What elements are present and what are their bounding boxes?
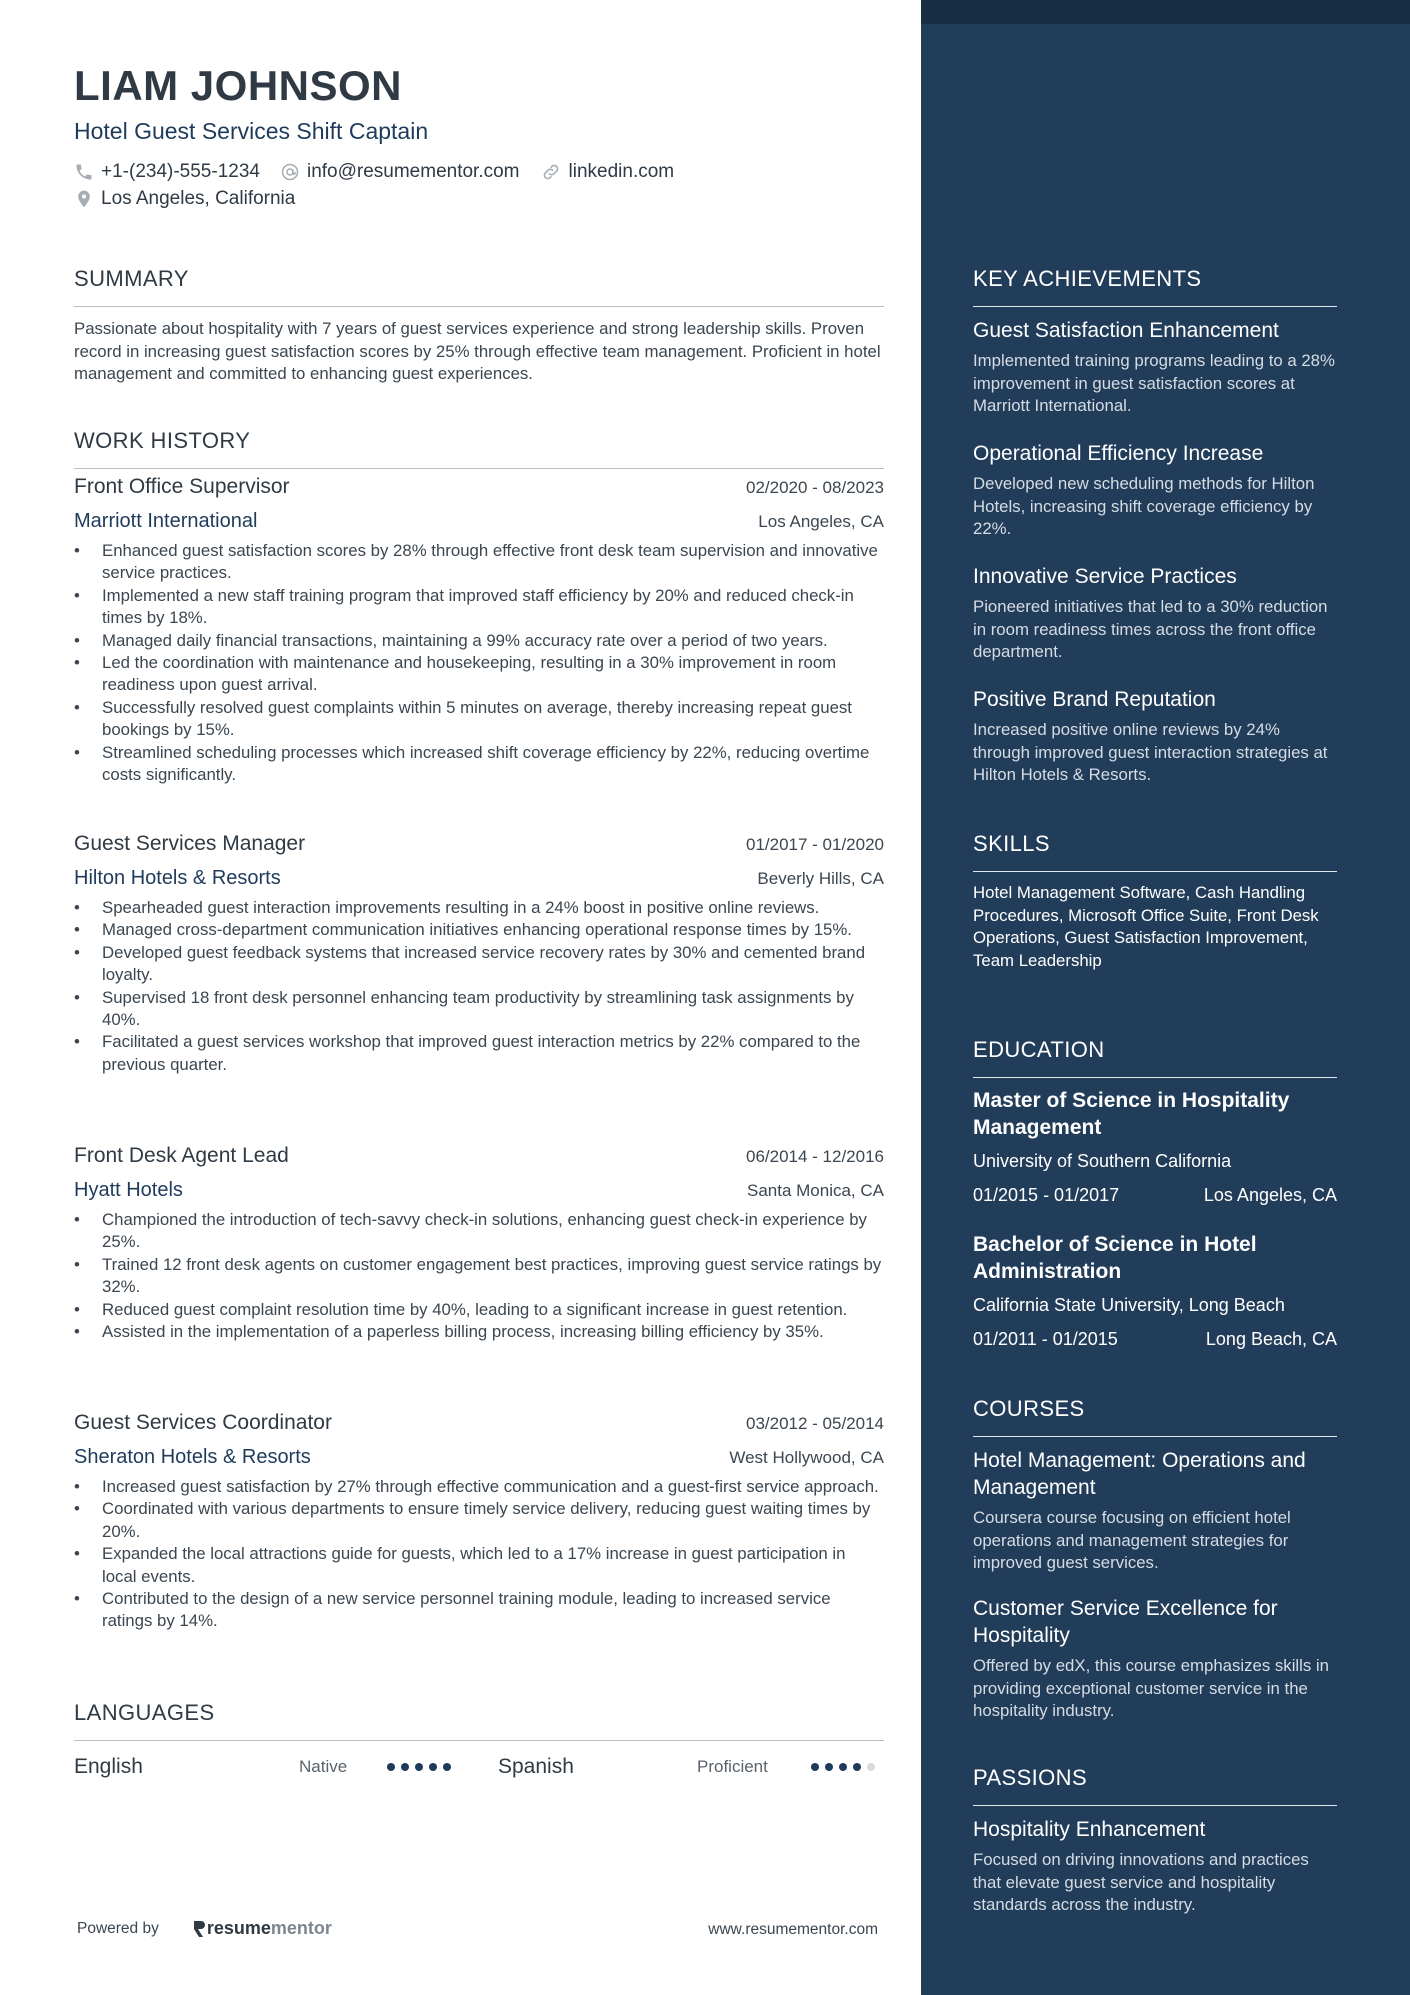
rating-dot-filled (839, 1763, 847, 1771)
course-title: Customer Service Excellence for Hospitality (973, 1597, 1278, 1647)
course-title: Hotel Management: Operations and Management (973, 1449, 1306, 1499)
job-bullets (74, 897, 884, 1076)
candidate-name: LIAM JOHNSON (74, 62, 403, 109)
bullet-item: • Spearheaded guest interaction improvements resulting in a 24% boost in positive online reviews. (74, 897, 884, 919)
bullet-item: • Assisted in the implementation of a paperless billing process, increasing billing efficiency by 35%. (74, 1321, 884, 1343)
job-company: Marriott International (74, 510, 258, 532)
language-level: Proficient (697, 1757, 768, 1776)
achievement-title: Innovative Service Practices (973, 565, 1237, 588)
job-role: Guest Services Manager (74, 832, 306, 855)
bullet-item: • Led the coordination with maintenance and housekeeping, resulting in a 30% improvement in room readiness upon guest arrival. (74, 652, 884, 697)
job-entry (74, 475, 884, 786)
rating-dot-empty (867, 1763, 875, 1771)
phone-text: +1-(234)-555-1234 (101, 161, 260, 182)
summary-text: Passionate about hospitality with 7 years of guest services experience and strong leadership skills. Proven record in increasing guest satisfaction scores by 25% through effective team management. Proficient in hotel management and committed to enhancing guest experiences. (74, 319, 881, 383)
rating-dot-filled (825, 1763, 833, 1771)
powered-by-text: Powered by (77, 1919, 159, 1937)
job-role: Front Office Supervisor (74, 475, 290, 498)
course-item (973, 1447, 1337, 1575)
bullet-item: • Implemented a new staff training program that improved staff efficiency by 20% and reduced check-in times by 18%. (74, 585, 884, 630)
contact-row-1 (74, 161, 694, 183)
rating-dot-filled (811, 1763, 819, 1771)
bullet-item: • Enhanced guest satisfaction scores by 28% through effective front desk team supervision and innovative service practices. (74, 540, 884, 585)
bullet-item: • Developed guest feedback systems that increased service recovery rates by 30% and cemented brand loyalty. (74, 942, 884, 987)
location-text: Los Angeles, California (101, 188, 296, 209)
resumementor-logo-icon (191, 1919, 207, 1939)
contact-linkedin[interactable] (540, 161, 675, 183)
contact-phone (74, 161, 260, 183)
work-history-heading: WORK HISTORY (74, 428, 884, 469)
job-role: Front Desk Agent Lead (74, 1144, 289, 1167)
language-level-wrap (697, 1752, 768, 1782)
job-entry (74, 1144, 884, 1343)
course-text: Offered by edX, this course emphasizes skills in providing exceptional customer service in the hospitality industry. (973, 1656, 1329, 1720)
footer-powered (77, 1918, 332, 1939)
bullet-item: • Championed the introduction of tech-savvy check-in solutions, enhancing guest check-in experience by 25%. (74, 1209, 884, 1254)
achievements-heading: KEY ACHIEVEMENTS (973, 266, 1337, 307)
phone-icon (74, 162, 94, 182)
passions-heading: PASSIONS (973, 1765, 1337, 1806)
education-item (973, 1231, 1337, 1350)
location-pin-icon (74, 188, 94, 210)
language-item (74, 1752, 143, 1782)
rating-dot-filled (443, 1763, 451, 1771)
education-school: University of Southern California (973, 1151, 1232, 1171)
achievement-text: Increased positive online reviews by 24% through improved guest interaction strategies at Hilton Hotels & Resorts. (973, 720, 1328, 784)
education-dates: 01/2015 - 01/2017 (973, 1185, 1120, 1205)
skills-heading: SKILLS (973, 831, 1337, 872)
education-degree: Master of Science in Hospitality Management (973, 1089, 1290, 1139)
job-dates: 01/2017 - 01/2020 (745, 835, 884, 854)
job-bullets (74, 1209, 884, 1343)
job-location: West Hollywood, CA (729, 1448, 884, 1467)
languages-heading: LANGUAGES (74, 1700, 884, 1741)
job-company: Hilton Hotels & Resorts (74, 867, 281, 889)
footer-website[interactable]: www.resumementor.com (708, 1921, 878, 1938)
achievement-text: Pioneered initiatives that led to a 30% reduction in room readiness times across the front office department. (973, 597, 1328, 661)
bullet-item: • Trained 12 front desk agents on customer engagement best practices, improving guest service ratings by 32%. (74, 1254, 884, 1299)
bullet-item: • Successfully resolved guest complaints within 5 minutes on average, thereby increasing repeat guest bookings by 15%. (74, 697, 884, 742)
bullet-item: • Increased guest satisfaction by 27% through effective communication and a guest-first service approach. (74, 1476, 884, 1498)
rating-dot-filled (387, 1763, 395, 1771)
bullet-item: • Expanded the local attractions guide for guests, which led to a 17% increase in guest participation in local events. (74, 1543, 884, 1588)
job-dates: 02/2020 - 08/2023 (745, 478, 884, 497)
achievement-item (973, 686, 1337, 787)
contact-location (74, 188, 295, 210)
job-bullets (74, 540, 884, 786)
languages-row (74, 1752, 884, 1782)
linkedin-link[interactable]: linkedin.com (568, 161, 675, 182)
link-icon (540, 162, 562, 182)
rating-dot-filled (429, 1763, 437, 1771)
job-role: Guest Services Coordinator (74, 1411, 332, 1434)
education-item (973, 1087, 1337, 1206)
skills-text: Hotel Management Software, Cash Handling Procedures, Microsoft Office Suite, Front Desk Operations, Guest Satisfaction Improvement, Team Leadership (973, 883, 1319, 970)
bullet-item: • Managed daily financial transactions, maintaining a 99% accuracy rate over a period of two years. (74, 630, 884, 652)
job-company: Sheraton Hotels & Resorts (74, 1446, 311, 1468)
job-location: Santa Monica, CA (746, 1181, 884, 1200)
job-bullets (74, 1476, 884, 1633)
job-location: Los Angeles, CA (758, 512, 884, 531)
language-rating (811, 1763, 881, 1771)
achievement-title: Guest Satisfaction Enhancement (973, 319, 1279, 342)
education-location: Long Beach, CA (1205, 1329, 1337, 1349)
sidebar-content (973, 0, 1337, 1995)
email-link[interactable]: info@resumementor.com (306, 161, 520, 182)
language-name: English (74, 1755, 143, 1778)
education-school: California State University, Long Beach (973, 1295, 1285, 1315)
passion-title: Hospitality Enhancement (973, 1818, 1206, 1841)
achievement-text: Implemented training programs leading to a 28% improvement in guest satisfaction scores at Marriott International. (973, 351, 1335, 415)
course-text: Coursera course focusing on efficient hotel operations and management strategies for improved guest services. (973, 1508, 1291, 1572)
education-location: Los Angeles, CA (1203, 1185, 1337, 1205)
course-item (973, 1595, 1337, 1723)
bullet-item: • Coordinated with various departments to ensure timely service delivery, reducing guest waiting times by 20%. (74, 1498, 884, 1543)
language-item (498, 1752, 574, 1782)
contact-email[interactable] (280, 161, 520, 183)
job-dates: 03/2012 - 05/2014 (745, 1414, 884, 1433)
rating-dot-filled (415, 1763, 423, 1771)
candidate-title: Hotel Guest Services Shift Captain (74, 118, 429, 144)
rating-dot-filled (401, 1763, 409, 1771)
bullet-item: • Contributed to the design of a new service personnel training module, leading to increased service ratings by 14%. (74, 1588, 884, 1633)
language-level-wrap (299, 1752, 347, 1782)
language-name: Spanish (498, 1755, 574, 1778)
passion-text: Focused on driving innovations and practices that elevate guest service and hospitality standards across the industry. (973, 1850, 1309, 1914)
achievement-title: Operational Efficiency Increase (973, 442, 1264, 465)
language-level: Native (299, 1757, 348, 1776)
skills-block (973, 882, 1337, 972)
brand-name-a: resume (206, 1918, 271, 1938)
achievement-item (973, 440, 1337, 541)
job-company: Hyatt Hotels (74, 1179, 183, 1201)
bullet-item: • Streamlined scheduling processes which increased shift coverage efficiency by 22%, reducing overtime costs significantly. (74, 742, 884, 787)
education-dates: 01/2011 - 01/2015 (973, 1329, 1118, 1349)
job-entry (74, 1411, 884, 1633)
achievement-text: Developed new scheduling methods for Hilton Hotels, increasing shift coverage efficiency by 22%. (973, 474, 1315, 538)
bullet-item: • Supervised 18 front desk personnel enhancing team productivity by streamlining task assignments by 40%. (74, 987, 884, 1032)
brand-name-b: mentor (270, 1918, 332, 1938)
language-rating (387, 1763, 457, 1771)
sidebar (921, 0, 1410, 1995)
summary-heading: SUMMARY (74, 266, 884, 307)
education-degree: Bachelor of Science in Hotel Administration (973, 1233, 1257, 1283)
at-sign-icon (280, 162, 300, 182)
bullet-item: • Facilitated a guest services workshop that improved guest interaction metrics by 22% compared to the previous quarter. (74, 1031, 884, 1076)
job-location: Beverly Hills, CA (757, 869, 884, 888)
job-dates: 06/2014 - 12/2016 (745, 1147, 884, 1166)
achievement-item (973, 317, 1337, 418)
bullet-item: • Reduced guest complaint resolution time by 40%, leading to a significant increase in guest retention. (74, 1299, 884, 1321)
achievement-item (973, 563, 1337, 664)
brand-logo[interactable] (191, 1918, 332, 1939)
contact-row-2 (74, 188, 315, 210)
job-entry (74, 832, 884, 1076)
bullet-item: • Managed cross-department communication initiatives enhancing operational response times by 15%. (74, 919, 884, 941)
achievement-title: Positive Brand Reputation (973, 688, 1216, 711)
education-heading: EDUCATION (973, 1037, 1337, 1078)
courses-heading: COURSES (973, 1396, 1337, 1437)
passion-item (973, 1816, 1337, 1917)
rating-dot-filled (853, 1763, 861, 1771)
